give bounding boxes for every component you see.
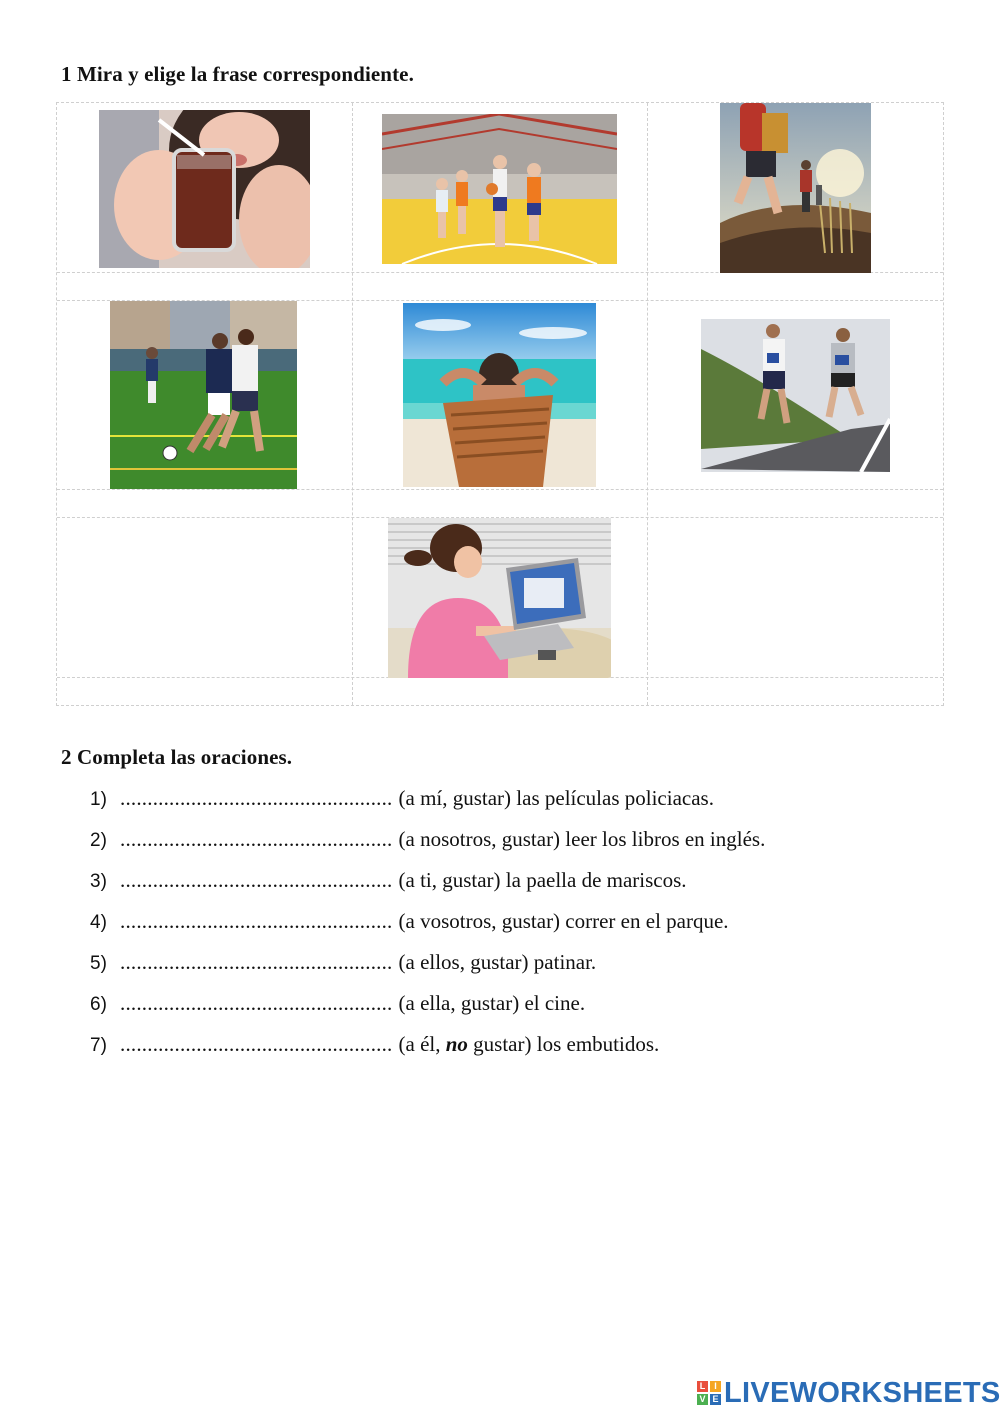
answer-blank-4[interactable]: .................................................. <box>120 909 393 933</box>
sentence-text: (a ellos, gustar) patinar. <box>398 950 597 974</box>
answer-blank-1[interactable]: .................................................. <box>120 786 393 810</box>
list-item <box>90 868 950 909</box>
logo-mark-icon <box>697 1381 721 1405</box>
logo-letter: V <box>697 1394 708 1405</box>
list-item <box>90 909 950 950</box>
sentence-text: (a ella, gustar) el cine. <box>398 991 586 1015</box>
list-item <box>90 1032 950 1073</box>
exercise-2-title: 2 Completa las oraciones. <box>61 745 293 769</box>
answer-slot-1[interactable] <box>58 273 351 299</box>
list-item <box>90 950 950 991</box>
exercise-1-title: 1 Mira y elige la frase correspondiente. <box>61 62 414 86</box>
grid-line <box>647 103 648 705</box>
list-item <box>90 827 950 868</box>
item-number: 6) <box>90 994 107 1015</box>
beach-relax-photo <box>403 303 596 487</box>
logo-letter: E <box>710 1394 721 1405</box>
liveworksheets-logo <box>697 1376 1000 1410</box>
sentence-text-start: (a él, <box>398 1032 441 1056</box>
sentence-text: (a vosotros, gustar) correr en el parque. <box>398 909 729 933</box>
logo-letter: I <box>710 1381 721 1392</box>
item-number: 7) <box>90 1035 107 1056</box>
drinking-soda-photo <box>99 110 310 268</box>
answer-slot-7[interactable] <box>353 678 646 704</box>
hiking-photo <box>720 103 871 273</box>
item-number: 5) <box>90 953 107 974</box>
sentence-text <box>399 1032 660 1057</box>
answer-blank-5[interactable]: .................................................. <box>120 950 393 974</box>
sentence-text: (a nosotros, gustar) leer los libros en inglés. <box>398 827 766 851</box>
item-number: 2) <box>90 830 107 851</box>
sentence-text: (a mí, gustar) las películas policiacas. <box>398 786 714 810</box>
answer-blank-3[interactable]: .................................................. <box>120 868 393 892</box>
logo-letter: L <box>697 1381 708 1392</box>
sentence-text: (a ti, gustar) la paella de mariscos. <box>398 868 687 892</box>
answer-blank-6[interactable]: .................................................. <box>120 991 393 1015</box>
answer-slot-5[interactable] <box>353 490 646 516</box>
logo-wordmark: LIVEWORKSHEETS <box>724 1376 1000 1409</box>
answer-blank-7[interactable]: .................................................. <box>120 1032 393 1056</box>
answer-slot-2[interactable] <box>353 273 646 299</box>
sentence-list <box>90 786 950 1073</box>
grid-line <box>352 103 353 705</box>
answer-blank-2[interactable]: .................................................. <box>120 827 393 851</box>
list-item <box>90 786 950 827</box>
computer-photo <box>388 518 611 678</box>
running-photo <box>701 319 890 472</box>
answer-slot-4[interactable] <box>58 490 351 516</box>
list-item <box>90 991 950 1032</box>
picture-grid <box>56 102 944 706</box>
football-photo <box>110 301 297 489</box>
item-number: 4) <box>90 912 107 933</box>
sentence-text-end: gustar) los embutidos. <box>473 1032 660 1056</box>
item-number: 3) <box>90 871 107 892</box>
answer-slot-3[interactable] <box>648 273 941 299</box>
answer-slot-6[interactable] <box>648 490 941 516</box>
negation-word: no <box>445 1032 468 1056</box>
item-number: 1) <box>90 789 107 810</box>
basketball-photo <box>382 114 617 264</box>
